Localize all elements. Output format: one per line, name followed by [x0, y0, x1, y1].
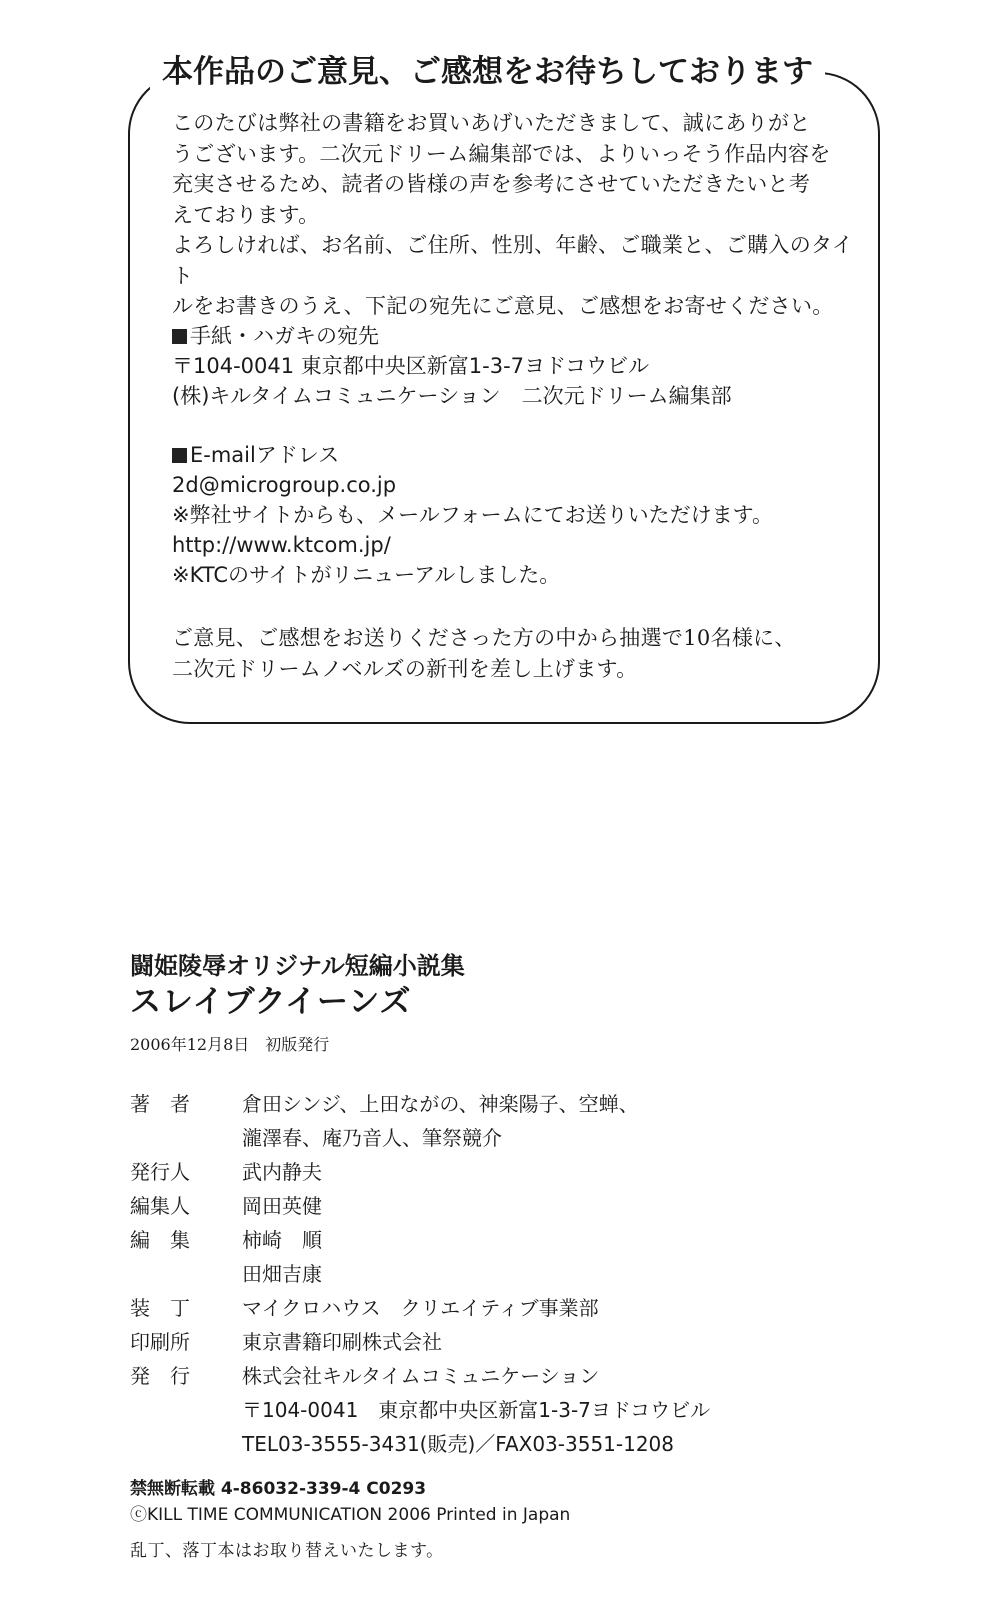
publication-date: 2006年12月8日 初版発行 [130, 1035, 330, 1054]
credit-row [130, 1087, 710, 1121]
credit-value: マイクロハウス クリエイティブ事業部 [242, 1296, 599, 1320]
email-heading: E-mailアドレス [190, 443, 340, 467]
credit-label [130, 1257, 242, 1291]
credit-value: 株式会社キルタイムコミュニケーション [242, 1364, 600, 1388]
email-section [172, 440, 773, 590]
credit-value: 〒104-0041 東京都中央区新富1-3-7ヨドコウビル [242, 1398, 711, 1422]
feedback-intro [172, 108, 862, 322]
credit-value: 東京書籍印刷株式会社 [242, 1330, 442, 1354]
credit-row [130, 1189, 710, 1223]
intro-line: 充実させるため、読者の皆様の声を参考にさせていただきたいと考 [172, 172, 811, 196]
credit-label [130, 1121, 242, 1155]
intro-line: ルをお書きのうえ、下記の宛先にご意見、ご感想をお寄せください。 [172, 294, 834, 318]
feedback-heading: 本作品のご意見、ご感想をお待ちしております [150, 50, 825, 94]
credit-row [130, 1325, 710, 1359]
credit-row [130, 1223, 710, 1257]
credit-row [130, 1393, 710, 1427]
prize-text [172, 623, 796, 685]
square-bullet-icon [172, 448, 187, 463]
credit-row [130, 1121, 710, 1155]
email-heading-row [172, 440, 773, 470]
credit-value: TEL03-3555-3431(販売)／FAX03-3551-1208 [242, 1432, 675, 1456]
prize-line: ご意見、ご感想をお送りくださった方の中から抽選で10名様に、 [172, 626, 796, 650]
credit-value: 瀧澤春、庵乃音人、筆祭競介 [242, 1126, 502, 1150]
book-title: スレイブクイーンズ [130, 984, 412, 1020]
intro-line: このたびは弊社の書籍をお買いあげいただきまして、誠にありがと [172, 111, 811, 135]
mail-heading: 手紙・ハガキの宛先 [190, 324, 379, 348]
credit-value: 柿崎 順 [242, 1228, 322, 1252]
credit-label: 装 丁 [130, 1296, 190, 1320]
credit-label: 編集人 [130, 1194, 190, 1218]
mail-heading-row [172, 321, 732, 351]
credit-label: 発 行 [130, 1364, 190, 1388]
series-title: 闘姫陵辱オリジナル短編小説集 [130, 952, 465, 980]
credit-label: 著 者 [130, 1092, 190, 1116]
credit-value: 田畑吉康 [242, 1262, 322, 1286]
copyright-area [130, 1476, 570, 1564]
square-bullet-icon [172, 329, 187, 344]
renewal-note: ※KTCのサイトがリニューアルしました。 [172, 563, 561, 587]
credit-row [130, 1427, 710, 1461]
credit-row [130, 1257, 710, 1291]
credit-row [130, 1155, 710, 1189]
credit-value: 倉田シンジ、上田ながの、神楽陽子、空蝉、 [242, 1092, 639, 1116]
website-url-link[interactable]: http://www.ktcom.jp/ [172, 533, 391, 557]
credit-label: 発行人 [130, 1160, 190, 1184]
email-address-link[interactable]: 2d@microgroup.co.jp [172, 473, 397, 497]
isbn-line: 禁無断転載 4-86032-339-4 C0293 [130, 1479, 427, 1499]
credit-row [130, 1359, 710, 1393]
credit-label: 編 集 [130, 1228, 190, 1252]
credit-row [130, 1291, 710, 1325]
intro-line: えております。 [172, 202, 320, 227]
copyright-line: ⓒKILL TIME COMMUNICATION 2006 Printed in Japan [130, 1505, 571, 1525]
mail-section [172, 321, 732, 411]
credit-value: 岡田英健 [242, 1194, 322, 1218]
intro-line: よろしければ、お名前、ご住所、性別、年齢、ご職業と、ご購入のタイト [172, 233, 854, 288]
credit-label: 印刷所 [130, 1330, 190, 1354]
credit-label [130, 1427, 242, 1461]
credit-value: 武内静夫 [242, 1160, 322, 1184]
prize-line: 二次元ドリームノベルズの新刊を差し上げます。 [172, 657, 638, 681]
intro-line: うございます。二次元ドリーム編集部では、よりいっそう作品内容を [172, 141, 831, 166]
replacement-note: 乱丁、落丁本はお取り替えいたします。 [130, 1541, 444, 1561]
mail-recipient: (株)キルタイムコミュニケーション 二次元ドリーム編集部 [172, 384, 732, 408]
credits-list [130, 1087, 710, 1461]
email-form-note: ※弊社サイトからも、メールフォームにてお送りいただけます。 [172, 503, 773, 527]
credit-label [130, 1393, 242, 1427]
mail-address: 〒104-0041 東京都中央区新富1-3-7ヨドコウビル [172, 354, 650, 378]
